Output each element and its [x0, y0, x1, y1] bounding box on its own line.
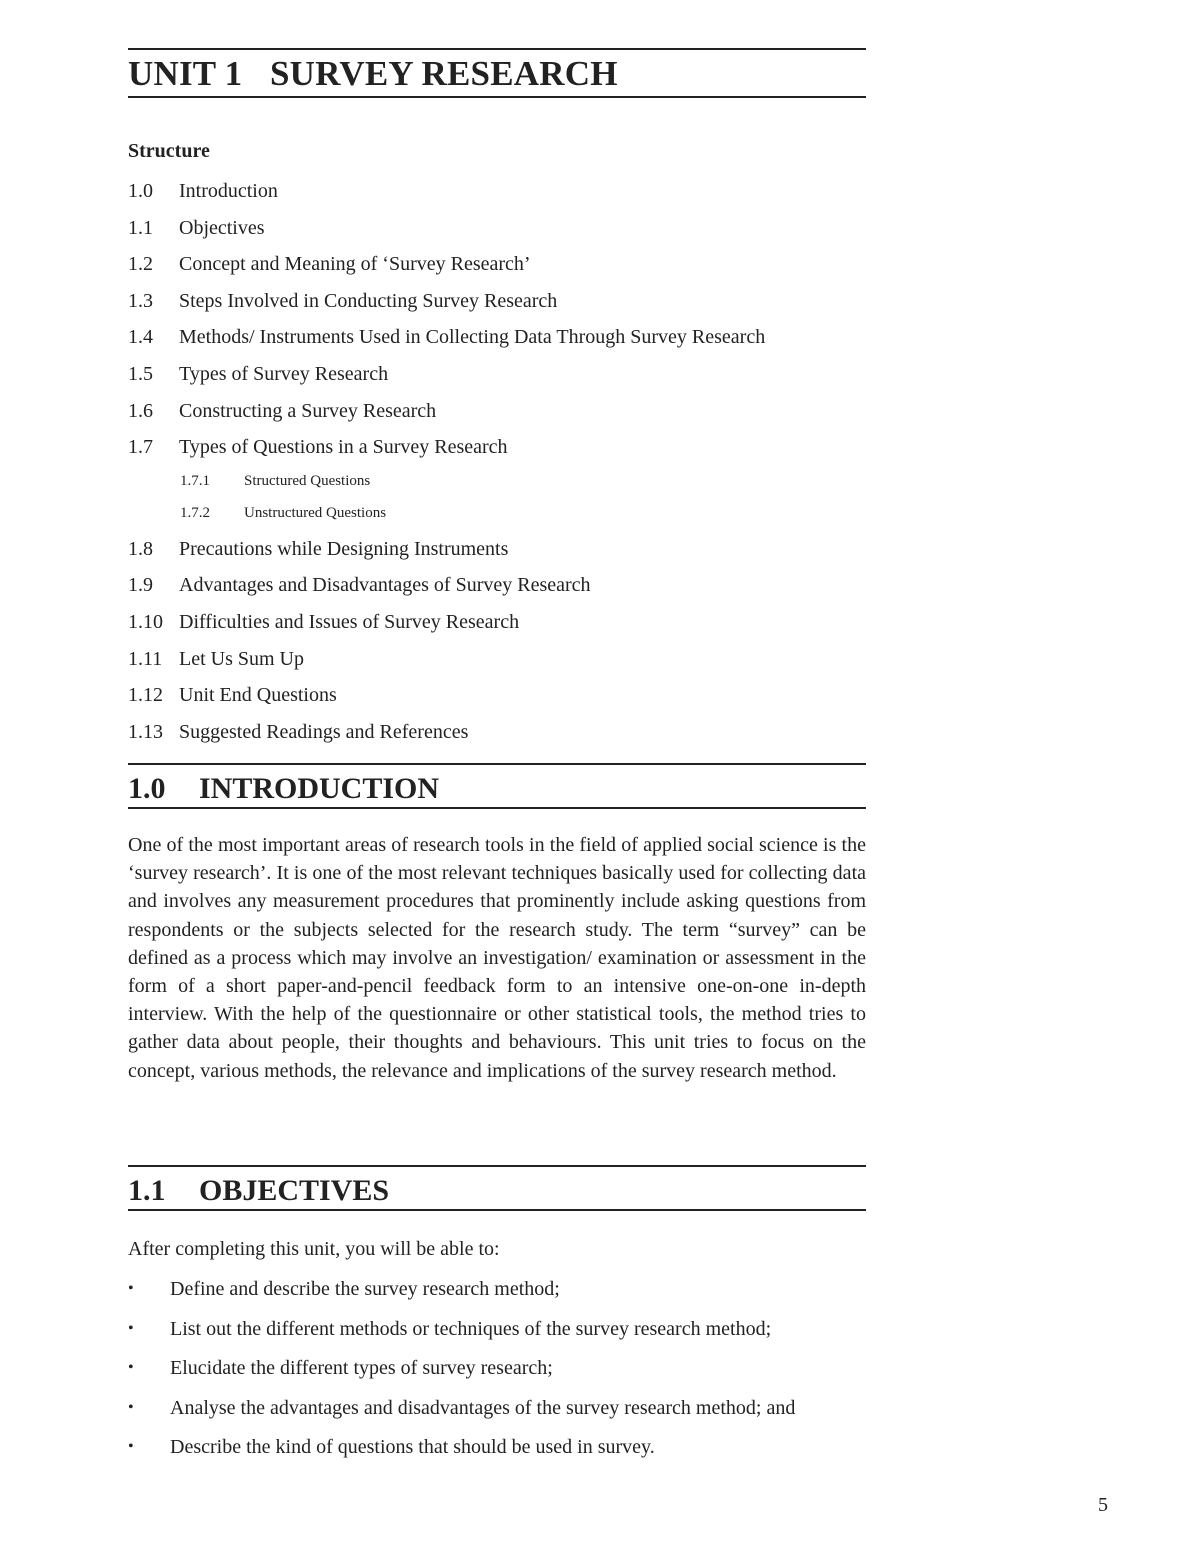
structure-subitem-label: Structured Questions [244, 472, 371, 489]
objective-item [128, 1315, 868, 1344]
objective-text: Describe the kind of questions that should be used in survey. [170, 1436, 655, 1458]
structure-item-label: Advantages and Disadvantages of Survey Research [179, 574, 591, 597]
structure-item [128, 645, 888, 682]
structure-item-label: Let Us Sum Up [179, 647, 304, 670]
objective-text: Analyse the advantages and disadvantages of the survey research method; and [170, 1396, 796, 1419]
structure-heading: Structure [128, 140, 210, 162]
structure-item [128, 433, 888, 470]
introduction-heading [128, 769, 439, 809]
structure-item-label: Steps Involved in Conducting Survey Research [179, 289, 558, 312]
structure-item [128, 360, 888, 397]
structure-subitem [128, 470, 888, 503]
structure-item-number: 1.11 [128, 647, 163, 670]
structure-item-number: 1.1 [128, 216, 153, 239]
structure-item-number: 1.8 [128, 537, 153, 560]
structure-item-number: 1.12 [128, 684, 163, 707]
introduction-heading-number: 1.0 [128, 772, 166, 805]
objectives-heading [128, 1171, 389, 1211]
structure-item-label: Precautions while Designing Instruments [179, 537, 509, 560]
structure-item-label: Introduction [179, 180, 278, 202]
structure-item [128, 287, 888, 324]
structure-item-label: Types of Survey Research [179, 362, 389, 385]
introduction-paragraph: One of the most important areas of research tools in the field of applied social science is the ‘survey research’. It is one of the most relevant techniques basically used for collecting data and involves any measurement procedures that prominently include asking questions from respondents or the subjects selected for the research study. The term “survey” can be defined as a process which may involve an investigation/ examination or assessment in the form of a short paper-and-pencil feedback form to an intensive one-on-one in-depth interview. With the help of the questionnaire or other statistical tools, the method tries to gather data about people, their thoughts and behaviours. This unit tries to focus on the concept, various methods, the relevance and implications of the survey research method. [128, 834, 866, 1082]
structure-item-number: 1.3 [128, 289, 153, 312]
objective-item [128, 1433, 868, 1462]
structure-item [128, 250, 888, 287]
structure-item-label: Suggested Readings and References [179, 720, 469, 743]
structure-item-number: 1.6 [128, 399, 153, 422]
objective-text: List out the different methods or techniques of the survey research method; [170, 1317, 772, 1340]
page-number: 5 [1098, 1494, 1108, 1516]
title-bottom-rule [128, 96, 866, 98]
structure-subitem [128, 502, 888, 535]
structure-item-label: Types of Questions in a Survey Research [179, 436, 508, 459]
structure-item-label: Concept and Meaning of ‘Survey Research’ [179, 253, 531, 276]
objective-text: Define and describe the survey research method; [170, 1278, 560, 1300]
objective-text: Elucidate the different types of survey research; [170, 1357, 553, 1379]
unit-number: UNIT 1 [128, 54, 243, 93]
objectives-bottom-rule [128, 1209, 866, 1211]
structure-item [128, 177, 888, 214]
objective-item [128, 1275, 868, 1304]
structure-item-number: 1.0 [128, 180, 153, 202]
structure-item-label: Unit End Questions [179, 684, 337, 707]
structure-item [128, 397, 888, 434]
structure-item-number: 1.10 [128, 610, 163, 633]
structure-subitem-number: 1.7.1 [180, 472, 210, 489]
structure-item [128, 718, 888, 755]
bullet-icon: • [128, 1398, 134, 1416]
structure-item [128, 535, 888, 572]
structure-subitem-label: Unstructured Questions [244, 505, 387, 522]
structure-item [128, 214, 888, 251]
objective-item [128, 1354, 868, 1383]
structure-item-number: 1.2 [128, 253, 153, 276]
structure-item [128, 323, 888, 360]
unit-title-text: SURVEY RESEARCH [270, 54, 618, 93]
objective-item [128, 1394, 868, 1423]
introduction-bottom-rule [128, 807, 866, 809]
bullet-icon: • [128, 1280, 134, 1297]
objectives-lead: After completing this unit, you will be able to: [128, 1238, 500, 1260]
title-top-rule [128, 48, 866, 50]
structure-item-number: 1.5 [128, 362, 153, 385]
structure-item-number: 1.13 [128, 720, 163, 743]
structure-item-label: Difficulties and Issues of Survey Research [179, 610, 520, 633]
objectives-heading-text: OBJECTIVES [199, 1174, 390, 1207]
structure-subitem-number: 1.7.2 [180, 505, 210, 522]
introduction-heading-text: INTRODUCTION [199, 772, 440, 805]
bullet-icon: • [128, 1319, 134, 1337]
objectives-heading-number: 1.1 [128, 1174, 166, 1207]
structure-item-number: 1.7 [128, 436, 153, 459]
bullet-icon: • [128, 1359, 134, 1376]
unit-title [128, 52, 618, 96]
objectives-top-rule [128, 1165, 866, 1167]
introduction-top-rule [128, 763, 866, 765]
structure-item [128, 608, 888, 645]
structure-item-number: 1.9 [128, 574, 153, 597]
structure-item [128, 571, 888, 608]
bullet-icon: • [128, 1438, 134, 1455]
structure-item-label: Objectives [179, 216, 265, 239]
structure-item [128, 681, 888, 718]
objectives-list [128, 1275, 868, 1473]
structure-item-label: Methods/ Instruments Used in Collecting Data Through Survey Research [179, 326, 766, 349]
structure-list [128, 177, 888, 754]
structure-item-number: 1.4 [128, 326, 153, 349]
structure-item-label: Constructing a Survey Research [179, 399, 437, 422]
